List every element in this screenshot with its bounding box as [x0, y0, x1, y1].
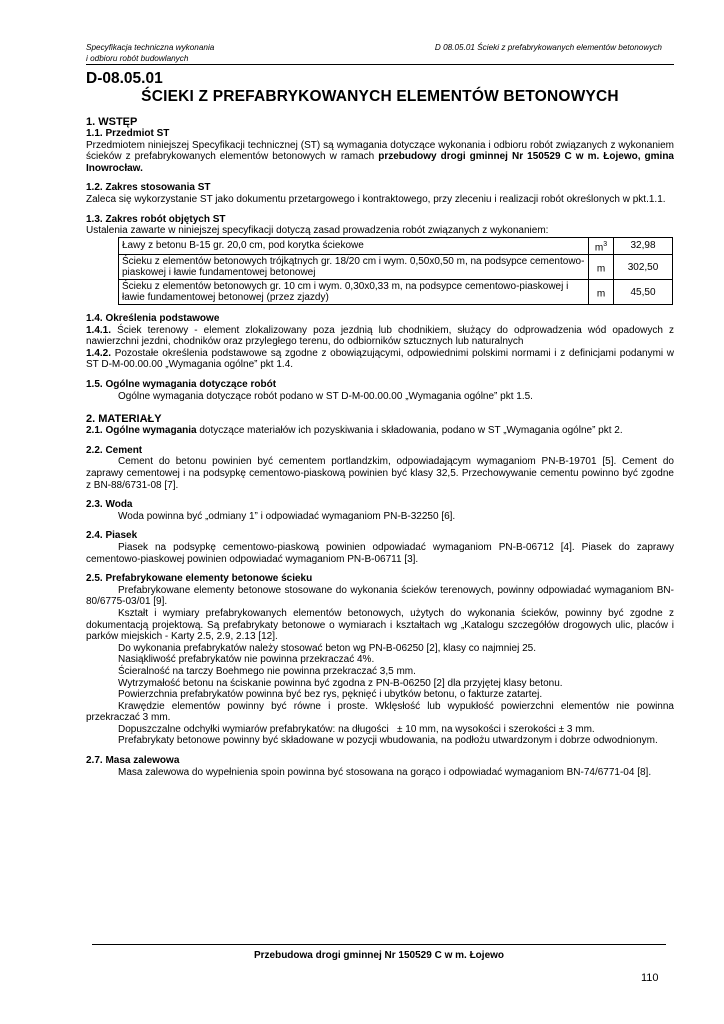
- section-1-2-text: Zaleca się wykorzystanie ST jako dokumentu przetargowego i kontraktowego, przy zleceniu i realizacji robót określonych w pkt.1.1.: [86, 193, 666, 205]
- section-1-5-heading: 1.5. Ogólne wymagania dotyczące robót: [86, 379, 277, 391]
- section-2-3-text: Woda powinna być „odmiany 1” i odpowiadać wymaganiom PN-B-32250 [6].: [118, 510, 456, 522]
- table-cell-unit: [589, 255, 614, 280]
- section-2-5-paragraph: Prefabrykowane elementy betonowe stosowane do wykonania ścieków terenowych, powinny odpowiadać wymaganiom BN-80/6775-03/01 [9].: [86, 584, 674, 608]
- section-2-5-paragraph: Do wykonania prefabrykatów należy stosować beton wg PN-B-06250 [2], klasy co najmniej 25.: [118, 642, 536, 654]
- footer-divider: [92, 944, 666, 945]
- section-2-2-text: Cement do betonu powinien być cementem portlandzkim, odpowiadającym wymaganiom PN-B-19701 [5]. Cement do zaprawy cementowej i na podsypkę cementowo-piaskową powinien być klasy 32,5. Przechowywanie cementu powinno być zgodne z BN-88/6731-08 [7].: [86, 456, 674, 491]
- section-2-1-bold: 2.1. Ogólne wymagania: [86, 425, 197, 437]
- section-1-4-heading: 1.4. Określenia podstawowe: [86, 313, 220, 325]
- section-1-4-2-number: 1.4.2.: [86, 347, 112, 359]
- unit-text: m: [594, 242, 604, 254]
- table-cell-desc: Ścieku z elementów betonowych trójkątnych gr. 18/20 cm i wym. 0,50x0,50 m, na podsypce cementowo-piaskowej i ławie fundamentowej betonowej: [119, 255, 589, 280]
- section-2-5-paragraph: Wytrzymałość betonu na ściskanie powinna być zgodna z PN-B-06250 [2] dla przyjętej klasy betonu.: [118, 677, 563, 689]
- section-2-1-body: dotyczące materiałów ich pozyskiwania i składowania, podano w ST „Wymagania ogólne” pkt 2.: [196, 425, 623, 437]
- section-2-1-text: [86, 425, 674, 437]
- section-1-3-text: Ustalenia zawarte w niniejszej specyfikacji dotyczą zasad prowadzenia robót związanych z wykonaniem:: [86, 225, 549, 237]
- table-cell-value: 32,98: [614, 237, 673, 254]
- scope-table: [118, 237, 673, 305]
- table-cell-desc: Ścieku z elementów betonowych gr. 10 cm i wym. 0,30x0,33 m, na podsypce cementowo-piaskowej i ławie fundamentowej betonowej (przez zjazdy): [119, 280, 589, 305]
- table-cell-unit: [589, 237, 614, 254]
- section-1-1-heading: 1.1. Przedmiot ST: [86, 128, 170, 139]
- section-2-5-paragraph: Ścieralność na tarczy Boehmego nie powinna przekraczać 3,5 mm.: [118, 665, 416, 677]
- section-1-4-1-body: Ściek terenowy - element zlokalizowany poza jezdnią lub chodnikiem, służący do odprowadzenia wód opadowych z nawierzchni jezdni, chodników oraz przyległego terenu, do odbiorników sztucznych lub naturalnych: [86, 324, 674, 348]
- table-row: [119, 255, 673, 280]
- section-1-4-1-number: 1.4.1.: [86, 324, 112, 336]
- section-2-heading: 2. MATERIAŁY: [86, 413, 162, 426]
- section-1-4-2-body: Pozostałe określenia podstawowe są zgodne z obowiązującymi, odpowiednimi polskimi normami i z definicjami podanymi w ST D-M-00.00.00 „Wymagania ogólne” pkt 1.4.: [86, 347, 674, 371]
- header-left-line2: i odbioru robót budowlanych: [86, 53, 189, 63]
- section-1-4-2-text: [86, 348, 674, 371]
- table-row: [119, 280, 673, 305]
- document-page: [86, 40, 674, 778]
- header-left: [86, 43, 214, 64]
- section-2-5-paragraph: Kształt i wymiary prefabrykowanych elementów betonowych, użytych do wykonania ścieków, powinny być zgodne z dokumentacją projektową. Są prefabrykaty betonowe o wymiarach i kształtach wg „Katalogu szczegółów drogowych ulic, placów i parków miejskich - Karty 2.5, 2.9, 2.13 [12].: [86, 607, 674, 643]
- section-2-4-heading: 2.4. Piasek: [86, 530, 138, 542]
- section-2-5-paragraph: Dopuszczalne odchyłki wymiarów prefabrykatów: na długości ± 10 mm, na wysokości i szerokości ± 3 mm.: [118, 723, 595, 735]
- document-code: D-08.05.01: [86, 70, 163, 87]
- table-cell-unit: [589, 280, 614, 305]
- section-1-2-heading: 1.2. Zakres stosowania ST: [86, 182, 211, 194]
- section-1-5-text: Ogólne wymagania dotyczące robót podano w ST D-M-00.00.00 „Wymagania ogólne” pkt 1.5.: [118, 390, 533, 402]
- section-2-5-heading: 2.5. Prefabrykowane elementy betonowe ścieku: [86, 573, 313, 585]
- section-1-1-text: [86, 140, 674, 175]
- footer-title: Przebudowa drogi gminnej Nr 150529 C w m. Łojewo: [253, 950, 505, 961]
- document-title: ŚCIEKI Z PREFABRYKOWANYCH ELEMENTÓW BETONOWYCH: [141, 88, 619, 105]
- section-1-4-1-text: [86, 325, 674, 348]
- header-left-line1: Specyfikacja techniczna wykonania: [86, 43, 215, 52]
- section-1-3-heading: 1.3. Zakres robót objętych ST: [86, 213, 226, 225]
- table-cell-value: 45,50: [614, 280, 673, 305]
- table-row: [119, 237, 673, 254]
- page-header: [86, 40, 674, 65]
- unit-superscript: 3: [603, 240, 608, 248]
- table-cell-value: 302,50: [614, 255, 673, 280]
- unit-text: m: [596, 263, 606, 275]
- section-2-4-text: Piasek na podsypkę cementowo-piaskową powinien odpowiadać wymaganiom PN-B-06712 [4]. Piasek do zaprawy cementowo-piaskowej powinien odpowiadać wymaganiom PN-B-06711 [3].: [86, 541, 674, 565]
- section-1-1-bold: przebudowy drogi gminnej Nr 150529 C w m. Łojewo, gmina Inowrocław.: [86, 151, 674, 174]
- section-1-heading: 1. WSTĘP: [86, 116, 138, 128]
- header-right: D 08.05.01 Ścieki z prefabrykowanych elementów betonowych: [434, 43, 662, 52]
- section-2-2-heading: 2.2. Cement: [86, 444, 143, 456]
- section-2-7-text: Masa zalewowa do wypełnienia spoin powinna być stosowana na gorąco i odpowiadać wymaganiom BN-74/6771-04 [8].: [118, 766, 652, 778]
- section-2-5-paragraph: Nasiąkliwość prefabrykatów nie powinna przekraczać 4%.: [118, 654, 375, 666]
- unit-text: m: [596, 288, 606, 300]
- section-2-5-paragraph: Prefabrykaty betonowe powinny być składowane w pozycji wbudowania, na podłożu utwardzonym i dobrze odwodnionym.: [118, 735, 658, 747]
- section-2-7-heading: 2.7. Masa zalewowa: [86, 755, 180, 767]
- table-cell-desc: Ławy z betonu B-15 gr. 20,0 cm, pod korytka ściekowe: [119, 237, 589, 254]
- section-2-3-heading: 2.3. Woda: [86, 499, 133, 511]
- page-number: 110: [641, 972, 659, 984]
- section-2-5-paragraph: Powierzchnia prefabrykatów powinna być bez rys, pęknięć i ubytków betonu, o fakturze zatartej.: [118, 689, 543, 701]
- section-2-5-paragraph: Krawędzie elementów powinny być równe i proste. Wklęsłość lub wypukłość powierzchni elementów nie powinna przekraczać 3 mm.: [86, 700, 674, 724]
- section-1-1-body: Przedmiotem niniejszej Specyfikacji technicznej (ST) są wymagania dotyczące wykonania i odbioru robót związanych z wykonaniem ścieków z prefabrykowanych elementów betonowych w ramach: [86, 139, 674, 163]
